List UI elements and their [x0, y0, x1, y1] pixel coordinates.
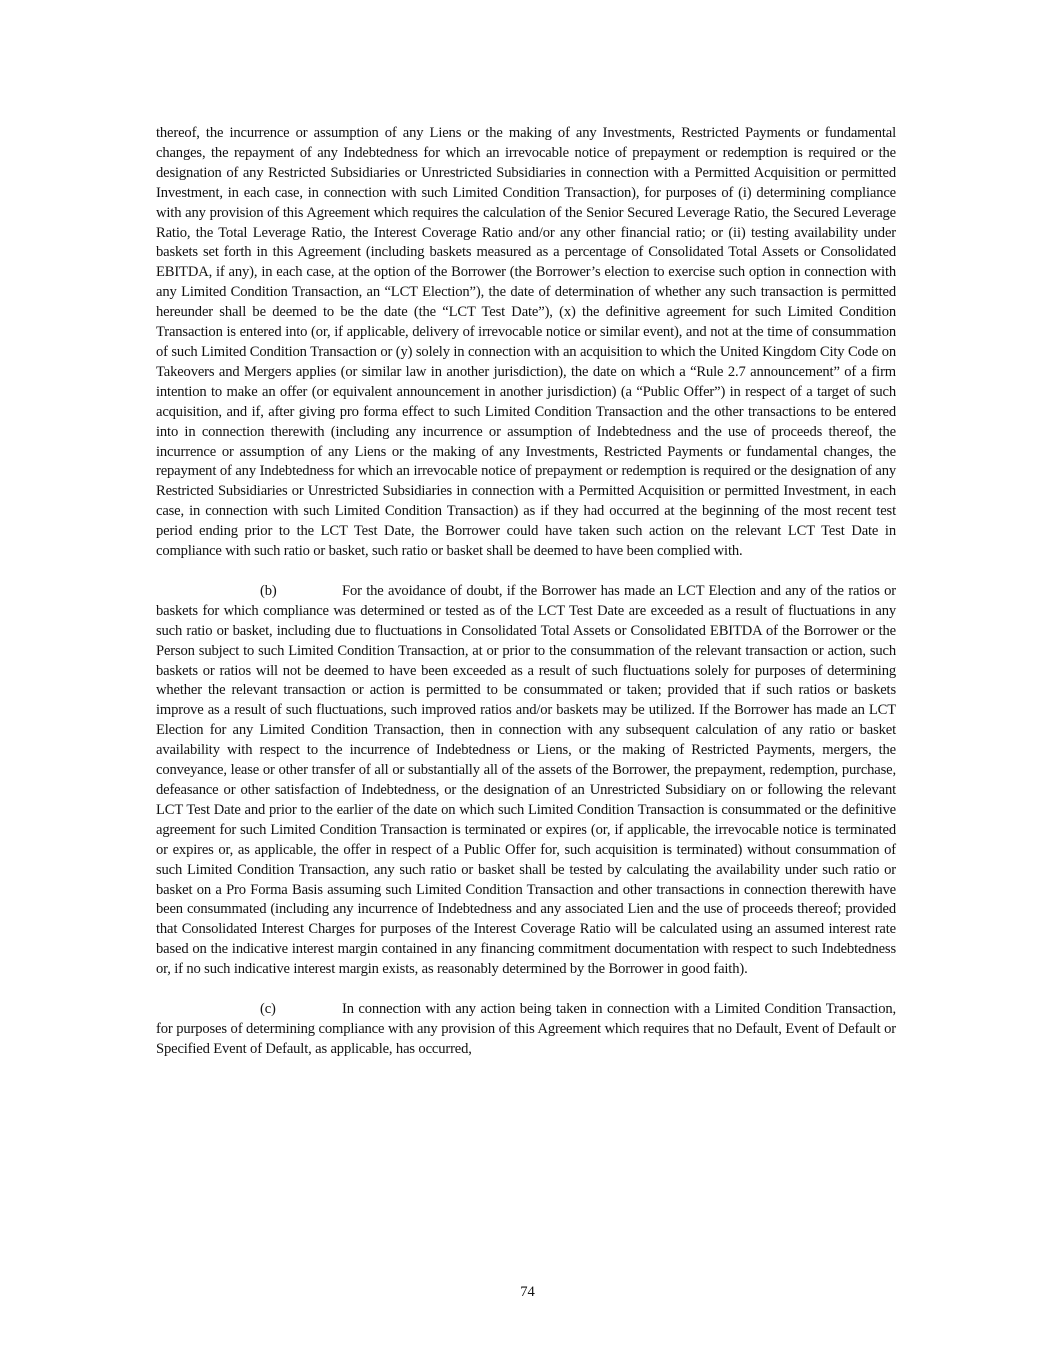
- paragraph-text: In connection with any action being taken in connection with a Limited Condition Transaction, for purposes of determining compliance with any provision of this Agreement which requires that no Default, Event of Default or Specified Event of Default, as applicable, has occurred,: [156, 1000, 896, 1057]
- paragraph-marker: (c): [260, 1000, 276, 1017]
- paragraph-text: For the avoidance of doubt, if the Borrower has made an LCT Election and any of the ratios or baskets for which compliance was determined or tested as of the LCT Test Date are exceeded as a result of fluctuations in any such ratio or basket, including due to fluctuations in Consolidated Total Assets or Consolidated EBITDA of the Borrower or the Person subject to such Limited Condition Transaction, at or prior to the consummation of the relevant transaction or action, such baskets or ratios will not be deemed to have been exceeded as a result of such fluctuations solely for purposes of determining whether the relevant transaction or action is permitted to be consummated or taken; provided that if such ratios or baskets improve as a result of such fluctuations, such improved ratios and/or baskets may be utilized. If the Borrower has made an LCT Election for any Limited Condition Transaction, then in connection with any subsequent calculation of any ratio or basket availability with respect to the incurrence of Indebtedness or Liens, or the making of Restricted Payments, mergers, the conveyance, lease or other transfer of all or substantially all of the assets of the Borrower, the prepayment, redemption, purchase, defeasance or other satisfaction of Indebtedness, or the designation of an Unrestricted Subsidiary on or following the relevant LCT Test Date and prior to the earlier of the date on which such Limited Condition Transaction is consummated or the definitive agreement for such Limited Condition Transaction is terminated or expires (or, if applicable, the irrevocable notice is terminated or expires or, as applicable, the offer in respect of a Public Offer for, such acquisition is terminated) without consummation of such Limited Condition Transaction, any such ratio or basket shall be tested by calculating the availability under such ratio or basket on a Pro Forma Basis assuming such Limited Condition Transaction and other transactions in connection therewith have been consummated (including any incurrence of Indebtedness and any associated Lien and the use of proceeds thereof; provided that Consolidated Interest Charges for purposes of the Interest Coverage Ratio will be calculated using an assumed interest rate based on the indicative interest margin contained in any financing commitment documentation with respect to such Indebtedness or, if no such indicative interest margin exists, as reasonably determined by the Borrower in good faith).: [156, 582, 896, 978]
- paragraph-text: thereof, the incurrence or assumption of any Liens or the making of any Investments, Restricted Payments or fundamental changes, the repayment of any Indebtedness for which an irrevocable notice of prepayment or redemption is required or the designation of any Restricted Subsidiaries or Unrestricted Subsidiaries in connection with a Permitted Acquisition or permitted Investment, in each case, in connection with such Limited Condition Transaction), for purposes of (i) determining compliance with any provision of this Agreement which requires the calculation of the Senior Secured Leverage Ratio, the Secured Leverage Ratio, the Total Leverage Ratio, the Interest Coverage Ratio and/or any other financial ratio; or (ii) testing availability under baskets set forth in this Agreement (including baskets measured as a percentage of Consolidated Total Assets or Consolidated EBITDA, if any), in each case, at the option of the Borrower (the Borrower’s election to exercise such option in connection with any Limited Condition Transaction, an “LCT Election”), the date of determination of whether any such transaction is permitted hereunder shall be deemed to be the date (the “LCT Test Date”), (x) the definitive agreement for such Limited Condition Transaction is entered into (or, if applicable, delivery of irrevocable notice or similar event), and not at the time of consummation of such Limited Condition Transaction or (y) solely in connection with an acquisition to which the United Kingdom City Code on Takeovers and Mergers applies (or similar law in another jurisdiction), the date on which a “Rule 2.7 announcement” of a firm intention to make an offer (or equivalent announcement in another jurisdiction) (a “Public Offer”) in respect of a target of such acquisition, and if, after giving pro forma effect to such Limited Condition Transaction and the other transactions to be entered into in connection therewith (including any incurrence or assumption of Indebtedness and the use of proceeds thereof, the incurrence or assumption of any Liens or the making of any Investments, Restricted Payments or fundamental changes, the repayment of any Indebtedness for which an irrevocable notice of prepayment or redemption is required or the designation of any Restricted Subsidiaries or Unrestricted Subsidiaries in connection with a Permitted Acquisition or permitted Investment, in each case, in connection with such Limited Condition Transaction) as if they had occurred at the beginning of the most recent test period ending prior to the LCT Test Date, the Borrower could have taken such action on the relevant LCT Test Date in compliance with such ratio or basket, such ratio or basket shall be deemed to have been complied with.: [156, 125, 896, 560]
- paragraph-marker: (b): [260, 582, 277, 599]
- paragraph-b: [156, 582, 896, 980]
- document-body: [156, 124, 896, 1080]
- paragraph-c: [156, 1000, 896, 1060]
- page-number: 74: [520, 1284, 535, 1300]
- paragraph-continuation: [156, 124, 896, 562]
